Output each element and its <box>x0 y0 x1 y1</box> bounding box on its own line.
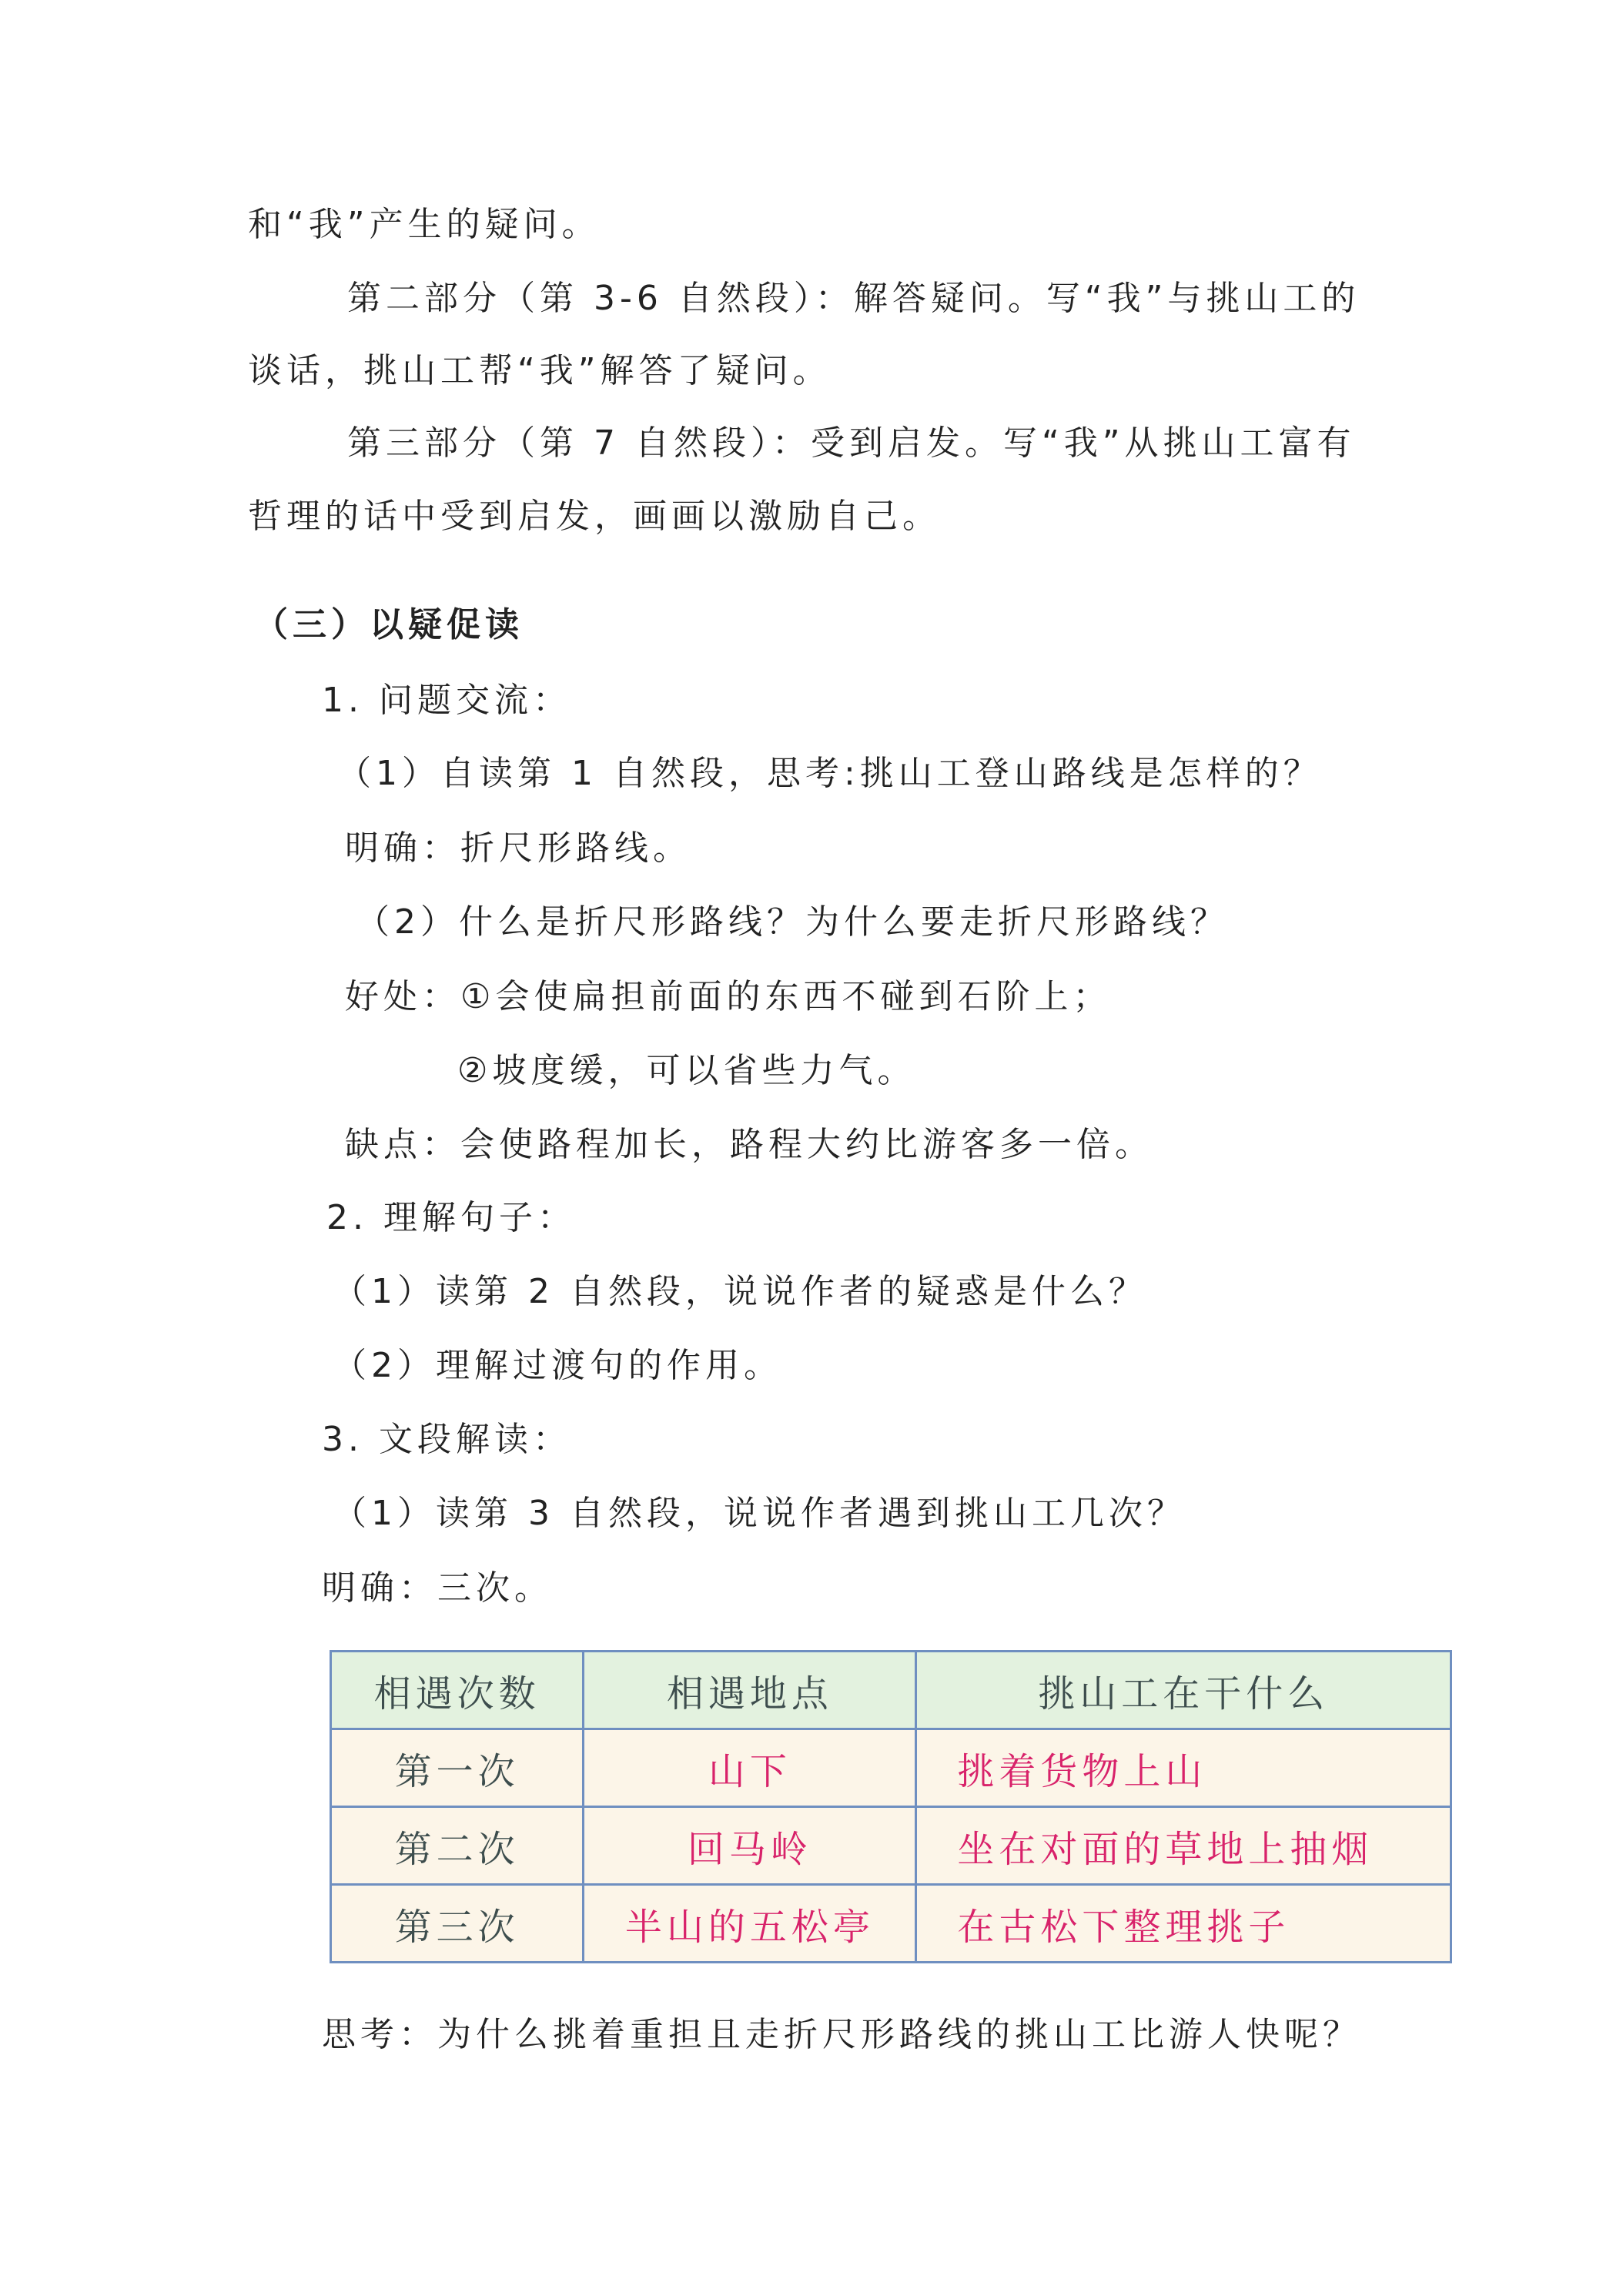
list-item: ②坡度缓，可以省些力气。 <box>457 1051 916 1090</box>
table-header-row <box>331 1652 1451 1729</box>
list-item: （1）读第 3 自然段，说说作者遇到挑山工几次？ <box>333 1494 1186 1533</box>
porter-activity-cell: 挑着货物上山 <box>916 1729 1451 1807</box>
list-item: 缺点：会使路程加长，路程大约比游客多一倍。 <box>345 1125 1153 1164</box>
paragraph-line: 哲理的话中受到启发，画画以激励自己。 <box>248 497 941 536</box>
porter-activity-cell: 坐在对面的草地上抽烟 <box>916 1807 1451 1885</box>
list-item: 好处：①会使扁担前面的东西不碰到石阶上； <box>345 977 1112 1016</box>
encounter-table <box>330 1650 1452 1963</box>
list-item: 1. 问题交流： <box>322 681 571 720</box>
paragraph-line: 第三部分（第 7 自然段）：受到启发。写“我”从挑山工富有 <box>347 423 1356 463</box>
list-item: 2. 理解句子： <box>326 1198 576 1237</box>
paragraph-line: 和“我”产生的疑问。 <box>248 205 601 244</box>
encounter-count-cell: 第一次 <box>331 1729 584 1807</box>
section-heading: （三）以疑促读 <box>254 605 524 644</box>
header-porter-activity: 挑山工在干什么 <box>916 1652 1451 1729</box>
list-item: 明确：三次。 <box>322 1568 553 1608</box>
porter-activity-cell: 在古松下整理挑子 <box>916 1885 1451 1963</box>
list-item: （2）什么是折尺形路线？为什么要走折尺形路线？ <box>356 902 1229 942</box>
list-item: （1）读第 2 自然段，说说作者的疑惑是什么？ <box>333 1272 1147 1311</box>
encounter-count-cell: 第二次 <box>331 1807 584 1885</box>
list-item: 3. 文段解读： <box>322 1420 571 1459</box>
table-row <box>331 1807 1451 1885</box>
list-item: （1）自读第 1 自然段，思考:挑山工登山路线是怎样的？ <box>337 754 1322 793</box>
paragraph-line: 谈话，挑山工帮“我”解答了疑问。 <box>248 351 832 390</box>
table-row <box>331 1729 1451 1807</box>
encounter-place-cell: 半山的五松亭 <box>584 1885 916 1963</box>
header-encounter-count: 相遇次数 <box>331 1652 584 1729</box>
encounter-count-cell: 第三次 <box>331 1885 584 1963</box>
list-item: 明确：折尺形路线。 <box>345 828 691 868</box>
paragraph-line: 第二部分（第 3-6 自然段）：解答疑问。写“我”与挑山工的 <box>347 279 1360 318</box>
closing-question: 思考：为什么挑着重担且走折尺形路线的挑山工比游人快呢？ <box>322 2015 1361 2054</box>
encounter-place-cell: 山下 <box>584 1729 916 1807</box>
list-item: （2）理解过渡句的作用。 <box>333 1346 782 1385</box>
encounter-place-cell: 回马岭 <box>584 1807 916 1885</box>
header-encounter-place: 相遇地点 <box>584 1652 916 1729</box>
table-row <box>331 1885 1451 1963</box>
